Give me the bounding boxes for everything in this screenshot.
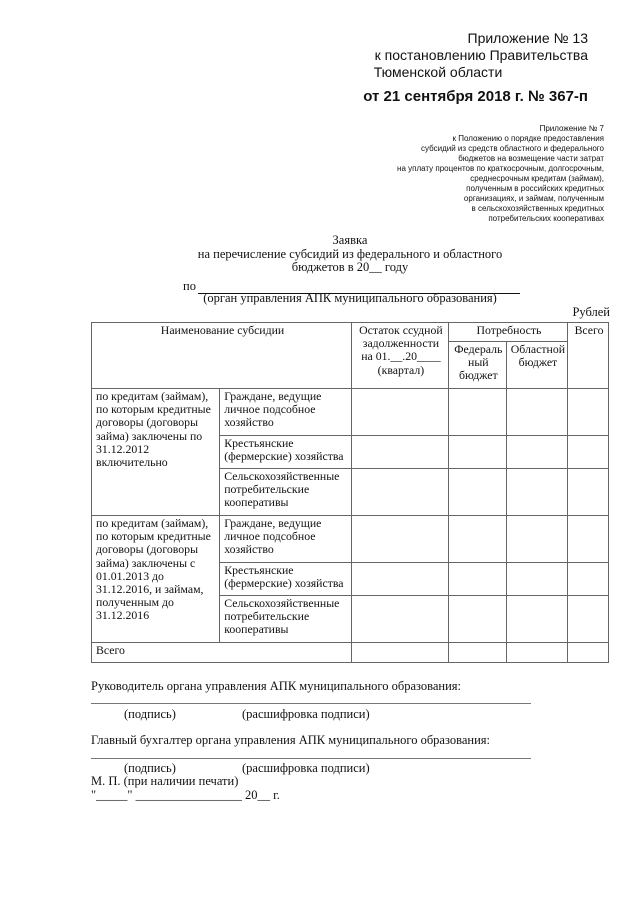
appendix-7-line: к Положению о порядке предоставления <box>452 134 604 143</box>
cell-total[interactable] <box>568 563 609 596</box>
appendix-7-line: в сельскохозяйственных кредитных <box>471 204 604 213</box>
appendix-7-line: полученным в российских кредитных <box>466 184 604 193</box>
accountant-signature-line[interactable] <box>91 758 531 759</box>
head-signature-line[interactable] <box>91 703 531 704</box>
cell-balance[interactable] <box>352 436 449 469</box>
cell-regional[interactable] <box>506 389 567 436</box>
row-label-personal-farms: Граждане, ведущие личное подсобное хозяйство <box>220 389 352 436</box>
cell-balance[interactable] <box>352 389 449 436</box>
group-2013-2016: по кредитам (займам), по которым кредитные договоры (договоры займа) заключены с 01.01.2013 до 31.12.2016, и займам, полученным до 31.12.2016 <box>92 516 220 643</box>
cell-total[interactable] <box>568 389 609 436</box>
accountant-label: Главный бухгалтер органа управления АПК муниципального образования: <box>91 733 490 747</box>
row-label-cooperatives: Сельскохозяйственные потребительские кооперативы <box>220 469 352 516</box>
title-year: бюджетов в 20__ году <box>291 260 409 274</box>
region-name: Тюменской области <box>373 64 503 80</box>
cell-total[interactable] <box>568 596 609 643</box>
currency-label: Рублей <box>572 305 610 319</box>
accountant-decode-caption: (расшифровка подписи) <box>242 761 370 775</box>
header-federal: Федераль ный бюджет <box>448 342 506 389</box>
cell-total[interactable] <box>568 469 609 516</box>
cell-federal[interactable] <box>448 436 506 469</box>
cell-balance[interactable] <box>352 516 449 563</box>
cell-regional[interactable] <box>506 469 567 516</box>
appendix-7-line: среднесрочным кредитам (займам), <box>470 174 604 183</box>
header-regional: Областной бюджет <box>506 342 567 389</box>
row-label-personal-farms: Граждане, ведущие личное подсобное хозяйство <box>220 516 352 563</box>
header-need: Потребность <box>448 323 567 342</box>
appendix-7-line: Приложение № 7 <box>539 124 604 133</box>
cell-balance[interactable] <box>352 563 449 596</box>
cell-federal[interactable] <box>448 389 506 436</box>
cell-federal[interactable] <box>448 469 506 516</box>
cell-federal[interactable] <box>448 596 506 643</box>
row-label-total: Всего <box>92 643 352 663</box>
appendix-7-line: организациях, и займам, полученным <box>463 194 604 203</box>
appendix-7-line: потребительских кооперативах <box>488 214 604 223</box>
title-word: Заявка <box>332 233 368 247</box>
cell-regional[interactable] <box>506 516 567 563</box>
cell-regional[interactable] <box>506 596 567 643</box>
table-row <box>92 389 609 436</box>
cell-federal[interactable] <box>448 563 506 596</box>
header-total: Всего <box>568 323 609 389</box>
cell-total[interactable] <box>568 643 609 663</box>
date-line[interactable]: "_____" _________________ 20__ г. <box>91 788 280 802</box>
po-label: по <box>183 279 196 293</box>
cell-balance[interactable] <box>352 596 449 643</box>
head-label: Руководитель органа управления АПК муниципального образования: <box>91 679 462 693</box>
cell-regional[interactable] <box>506 436 567 469</box>
row-label-peasant-farms: Крестьянские (фермерские) хозяйства <box>220 436 352 469</box>
appendix-7-line: на уплату процентов по краткосрочным, долгосрочным, <box>397 164 604 173</box>
seal-label: М. П. (при наличии печати) <box>91 774 239 788</box>
table-row <box>92 516 609 563</box>
cell-federal[interactable] <box>448 516 506 563</box>
head-decode-caption: (расшифровка подписи) <box>242 707 370 721</box>
cell-total[interactable] <box>568 436 609 469</box>
cell-total[interactable] <box>568 516 609 563</box>
group-before-2013: по кредитам (займам), по которым кредитные договоры (договоры займа) заключены по 31.12.2012 включительно <box>92 389 220 516</box>
cell-balance[interactable] <box>352 643 449 663</box>
resolution-ref: к постановлению Правительства <box>374 47 588 63</box>
subsidy-table <box>91 322 609 663</box>
cell-balance[interactable] <box>352 469 449 516</box>
row-label-cooperatives: Сельскохозяйственные потребительские кооперативы <box>220 596 352 643</box>
accountant-sign-caption: (подпись) <box>124 761 176 775</box>
cell-regional[interactable] <box>506 563 567 596</box>
appendix-7-line: субсидий из средств областного и федерального <box>421 144 604 153</box>
table-row-total <box>92 643 609 663</box>
head-sign-caption: (подпись) <box>124 707 176 721</box>
cell-regional[interactable] <box>506 643 567 663</box>
header-loan-balance: Остаток ссудной задолженности на 01.__.20____ (квартал) <box>352 323 449 389</box>
header-subsidy-name: Наименование субсидии <box>92 323 352 389</box>
application-title <box>150 234 550 275</box>
resolution-date-number: от 21 сентября 2018 г. № 367-п <box>363 88 588 105</box>
resolution-header <box>288 30 588 105</box>
appendix-13-label: Приложение № 13 <box>467 30 588 46</box>
row-label-peasant-farms: Крестьянские (фермерские) хозяйства <box>220 563 352 596</box>
org-caption: (орган управления АПК муниципального образования) <box>203 291 497 305</box>
title-subject: на перечисление субсидий из федерального и областного <box>197 246 503 261</box>
cell-federal[interactable] <box>448 643 506 663</box>
appendix-7-line: бюджетов на возмещение части затрат <box>458 154 604 163</box>
appendix-7-block <box>304 124 604 224</box>
